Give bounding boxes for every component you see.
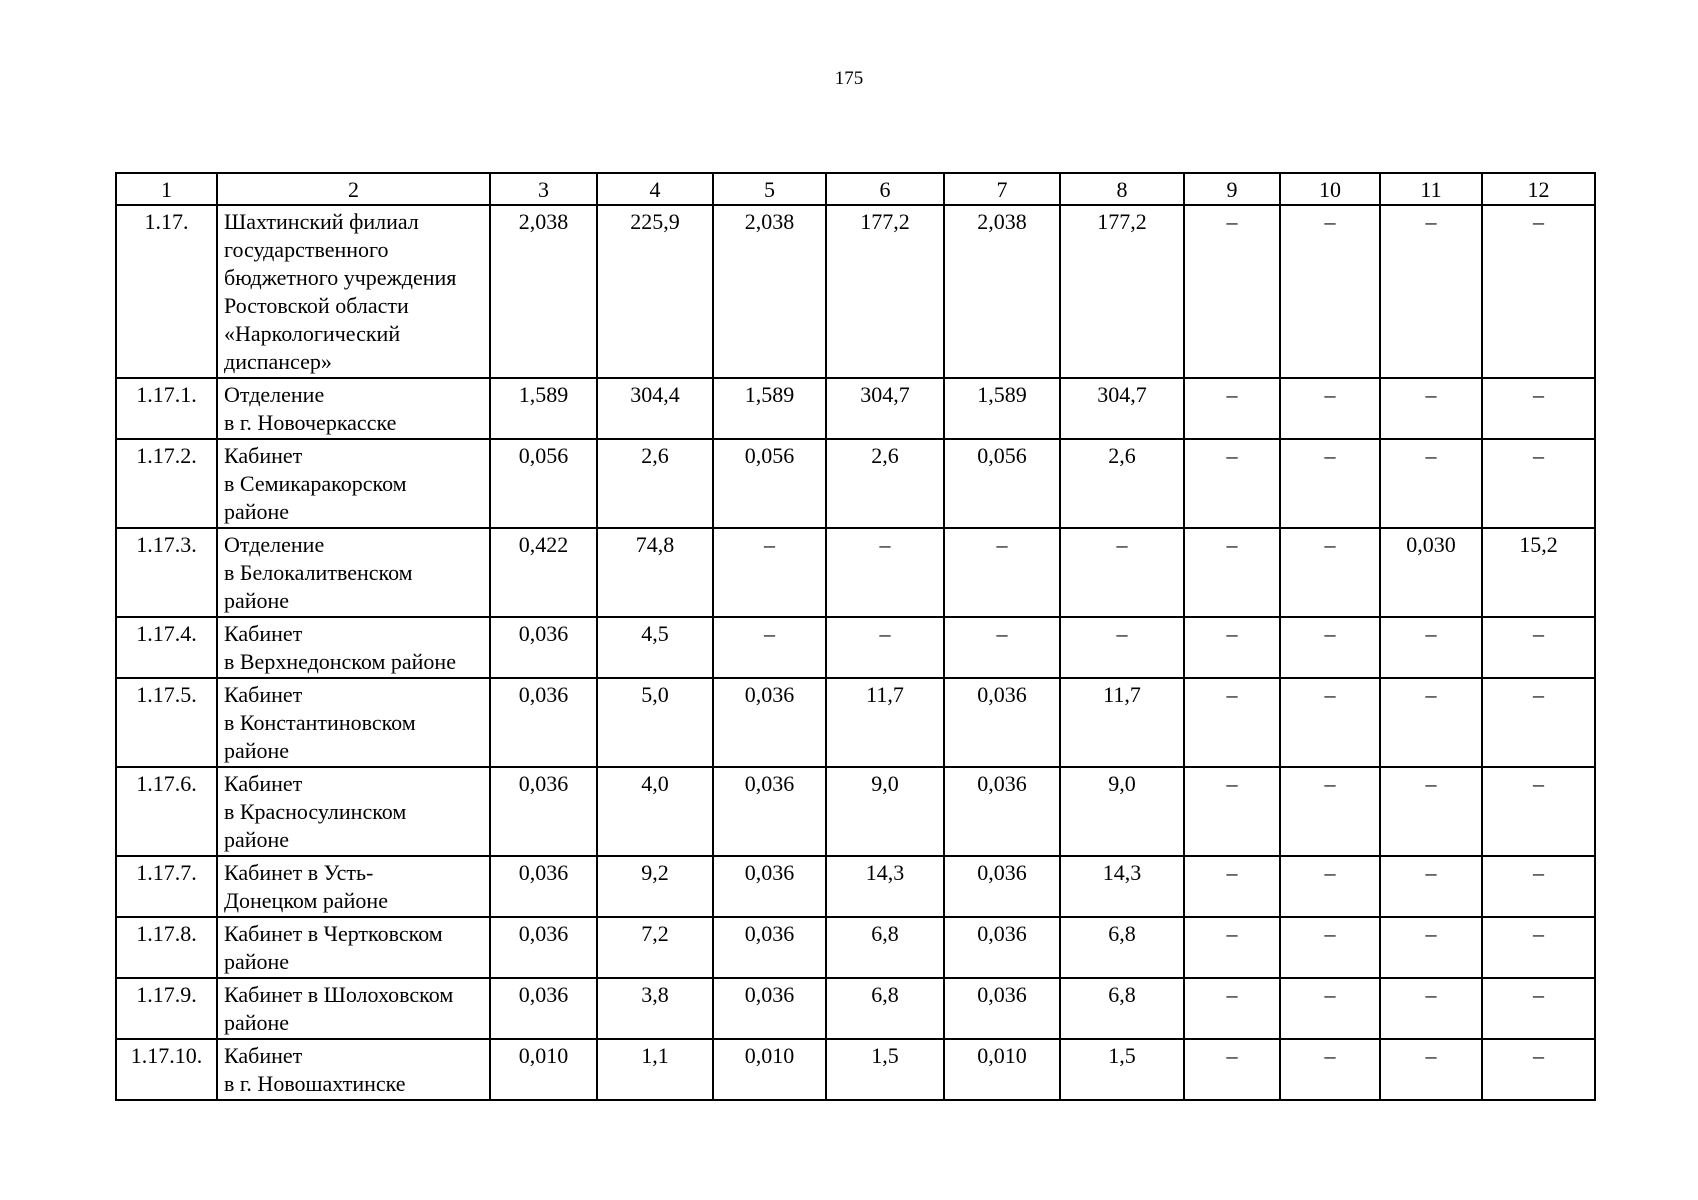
row-name: Кабинет в Верхнедонском районе xyxy=(217,617,490,678)
row-value: 1,5 xyxy=(826,1039,944,1100)
column-header: 11 xyxy=(1380,173,1482,205)
row-value: – xyxy=(1380,378,1482,439)
row-value: 9,0 xyxy=(1060,767,1184,856)
table-body xyxy=(116,205,1595,1100)
data-table xyxy=(115,172,1596,1101)
row-value: – xyxy=(1280,678,1380,767)
row-value: – xyxy=(713,528,826,617)
row-number: 1.17.9. xyxy=(116,978,217,1039)
row-value: 0,056 xyxy=(490,439,597,528)
row-value: – xyxy=(1482,767,1595,856)
row-value: 11,7 xyxy=(1060,678,1184,767)
row-value: – xyxy=(1184,1039,1280,1100)
row-value: – xyxy=(1184,978,1280,1039)
row-value: – xyxy=(1380,1039,1482,1100)
column-header: 9 xyxy=(1184,173,1280,205)
row-name: Отделение в Белокалитвенском районе xyxy=(217,528,490,617)
row-name: Кабинет в г. Новошахтинске xyxy=(217,1039,490,1100)
table-row xyxy=(116,528,1595,617)
row-number: 1.17.10. xyxy=(116,1039,217,1100)
row-name: Кабинет в Константиновском районе xyxy=(217,678,490,767)
column-header: 8 xyxy=(1060,173,1184,205)
row-value: – xyxy=(1380,767,1482,856)
row-value: – xyxy=(1482,378,1595,439)
row-value: – xyxy=(1184,917,1280,978)
row-value: 0,056 xyxy=(713,439,826,528)
row-value: – xyxy=(1280,617,1380,678)
row-number: 1.17.5. xyxy=(116,678,217,767)
row-value: 0,056 xyxy=(944,439,1060,528)
row-value: – xyxy=(1184,678,1280,767)
table-row xyxy=(116,978,1595,1039)
row-value: 6,8 xyxy=(826,917,944,978)
row-value: 1,5 xyxy=(1060,1039,1184,1100)
row-value: – xyxy=(1184,439,1280,528)
row-value: 2,038 xyxy=(490,205,597,378)
column-header: 7 xyxy=(944,173,1060,205)
row-value: 4,5 xyxy=(597,617,713,678)
row-number: 1.17.3. xyxy=(116,528,217,617)
row-value: – xyxy=(1482,617,1595,678)
row-value: 5,0 xyxy=(597,678,713,767)
row-value: 1,589 xyxy=(490,378,597,439)
row-value: 0,010 xyxy=(944,1039,1060,1100)
row-value: – xyxy=(826,528,944,617)
row-value: 2,038 xyxy=(944,205,1060,378)
row-value: – xyxy=(1280,205,1380,378)
row-value: – xyxy=(1280,978,1380,1039)
row-name: Кабинет в Усть- Донецком районе xyxy=(217,856,490,917)
row-value: – xyxy=(1380,617,1482,678)
row-value: – xyxy=(1184,528,1280,617)
row-value: – xyxy=(1280,439,1380,528)
row-number: 1.17.6. xyxy=(116,767,217,856)
row-value: – xyxy=(944,528,1060,617)
row-value: 0,036 xyxy=(944,978,1060,1039)
row-value: – xyxy=(1280,917,1380,978)
row-value: 2,6 xyxy=(1060,439,1184,528)
row-value: 6,8 xyxy=(826,978,944,1039)
column-header: 1 xyxy=(116,173,217,205)
column-header: 12 xyxy=(1482,173,1595,205)
row-value: 0,036 xyxy=(944,678,1060,767)
row-value: 0,036 xyxy=(713,767,826,856)
row-number: 1.17.8. xyxy=(116,917,217,978)
row-value: 11,7 xyxy=(826,678,944,767)
row-value: 0,036 xyxy=(713,917,826,978)
table-row xyxy=(116,439,1595,528)
row-value: 74,8 xyxy=(597,528,713,617)
column-header: 3 xyxy=(490,173,597,205)
row-value: – xyxy=(1280,1039,1380,1100)
row-value: – xyxy=(1482,205,1595,378)
row-value: – xyxy=(1482,678,1595,767)
column-header: 6 xyxy=(826,173,944,205)
row-value: – xyxy=(1380,439,1482,528)
row-value: 0,036 xyxy=(490,767,597,856)
row-value: – xyxy=(1060,617,1184,678)
row-value: 0,010 xyxy=(713,1039,826,1100)
row-name: Кабинет в Семикаракорском районе xyxy=(217,439,490,528)
row-value: 1,1 xyxy=(597,1039,713,1100)
row-value: – xyxy=(1482,439,1595,528)
row-name: Кабинет в Чертковском районе xyxy=(217,917,490,978)
column-header: 10 xyxy=(1280,173,1380,205)
row-value: 14,3 xyxy=(826,856,944,917)
row-value: – xyxy=(1280,856,1380,917)
row-number: 1.17.1. xyxy=(116,378,217,439)
row-value: 0,036 xyxy=(713,978,826,1039)
row-value: – xyxy=(1380,978,1482,1039)
row-number: 1.17. xyxy=(116,205,217,378)
row-value: 9,0 xyxy=(826,767,944,856)
row-value: – xyxy=(1184,856,1280,917)
row-value: 0,030 xyxy=(1380,528,1482,617)
row-value: 1,589 xyxy=(713,378,826,439)
row-value: 0,036 xyxy=(944,917,1060,978)
row-value: – xyxy=(1380,856,1482,917)
row-value: 14,3 xyxy=(1060,856,1184,917)
row-value: 0,036 xyxy=(490,856,597,917)
row-value: – xyxy=(826,617,944,678)
row-value: – xyxy=(944,617,1060,678)
row-name: Кабинет в Шолоховском районе xyxy=(217,978,490,1039)
row-value: 0,036 xyxy=(713,856,826,917)
header-row xyxy=(116,173,1595,205)
row-value: – xyxy=(713,617,826,678)
row-number: 1.17.2. xyxy=(116,439,217,528)
row-value: 304,7 xyxy=(826,378,944,439)
row-value: 4,0 xyxy=(597,767,713,856)
row-value: 15,2 xyxy=(1482,528,1595,617)
row-value: – xyxy=(1184,767,1280,856)
column-header: 5 xyxy=(713,173,826,205)
row-value: 0,036 xyxy=(490,978,597,1039)
row-value: 6,8 xyxy=(1060,917,1184,978)
row-number: 1.17.7. xyxy=(116,856,217,917)
row-value: – xyxy=(1482,917,1595,978)
row-value: 0,422 xyxy=(490,528,597,617)
row-value: – xyxy=(1060,528,1184,617)
row-value: 0,036 xyxy=(944,767,1060,856)
row-value: 304,4 xyxy=(597,378,713,439)
row-value: – xyxy=(1184,378,1280,439)
table-row xyxy=(116,378,1595,439)
row-value: – xyxy=(1380,205,1482,378)
row-value: – xyxy=(1280,378,1380,439)
table-row xyxy=(116,767,1595,856)
row-value: 7,2 xyxy=(597,917,713,978)
table-row xyxy=(116,1039,1595,1100)
column-header: 2 xyxy=(217,173,490,205)
row-value: – xyxy=(1280,767,1380,856)
table-row xyxy=(116,917,1595,978)
row-value: 2,038 xyxy=(713,205,826,378)
row-value: – xyxy=(1380,917,1482,978)
row-value: 0,036 xyxy=(490,917,597,978)
row-value: 225,9 xyxy=(597,205,713,378)
page-number: 175 xyxy=(834,68,864,89)
row-value: 6,8 xyxy=(1060,978,1184,1039)
row-value: 3,8 xyxy=(597,978,713,1039)
row-value: – xyxy=(1380,678,1482,767)
row-value: – xyxy=(1482,978,1595,1039)
row-name: Кабинет в Красносулинском районе xyxy=(217,767,490,856)
row-value: 0,010 xyxy=(490,1039,597,1100)
table-row xyxy=(116,678,1595,767)
row-value: 9,2 xyxy=(597,856,713,917)
row-value: 0,036 xyxy=(713,678,826,767)
row-value: – xyxy=(1280,528,1380,617)
row-value: 2,6 xyxy=(597,439,713,528)
row-value: 2,6 xyxy=(826,439,944,528)
row-value: 1,589 xyxy=(944,378,1060,439)
table-row xyxy=(116,856,1595,917)
row-value: 0,036 xyxy=(944,856,1060,917)
row-name: Отделение в г. Новочеркасске xyxy=(217,378,490,439)
table-row xyxy=(116,205,1595,378)
row-name: Шахтинский филиал государственного бюджетного учреждения Ростовской области «Наркологический диспансер» xyxy=(217,205,490,378)
row-value: 177,2 xyxy=(1060,205,1184,378)
row-value: – xyxy=(1482,856,1595,917)
row-value: – xyxy=(1184,617,1280,678)
table-row xyxy=(116,617,1595,678)
column-header: 4 xyxy=(597,173,713,205)
row-value: 0,036 xyxy=(490,617,597,678)
row-number: 1.17.4. xyxy=(116,617,217,678)
row-value: – xyxy=(1482,1039,1595,1100)
row-value: – xyxy=(1184,205,1280,378)
row-value: 177,2 xyxy=(826,205,944,378)
row-value: 304,7 xyxy=(1060,378,1184,439)
row-value: 0,036 xyxy=(490,678,597,767)
